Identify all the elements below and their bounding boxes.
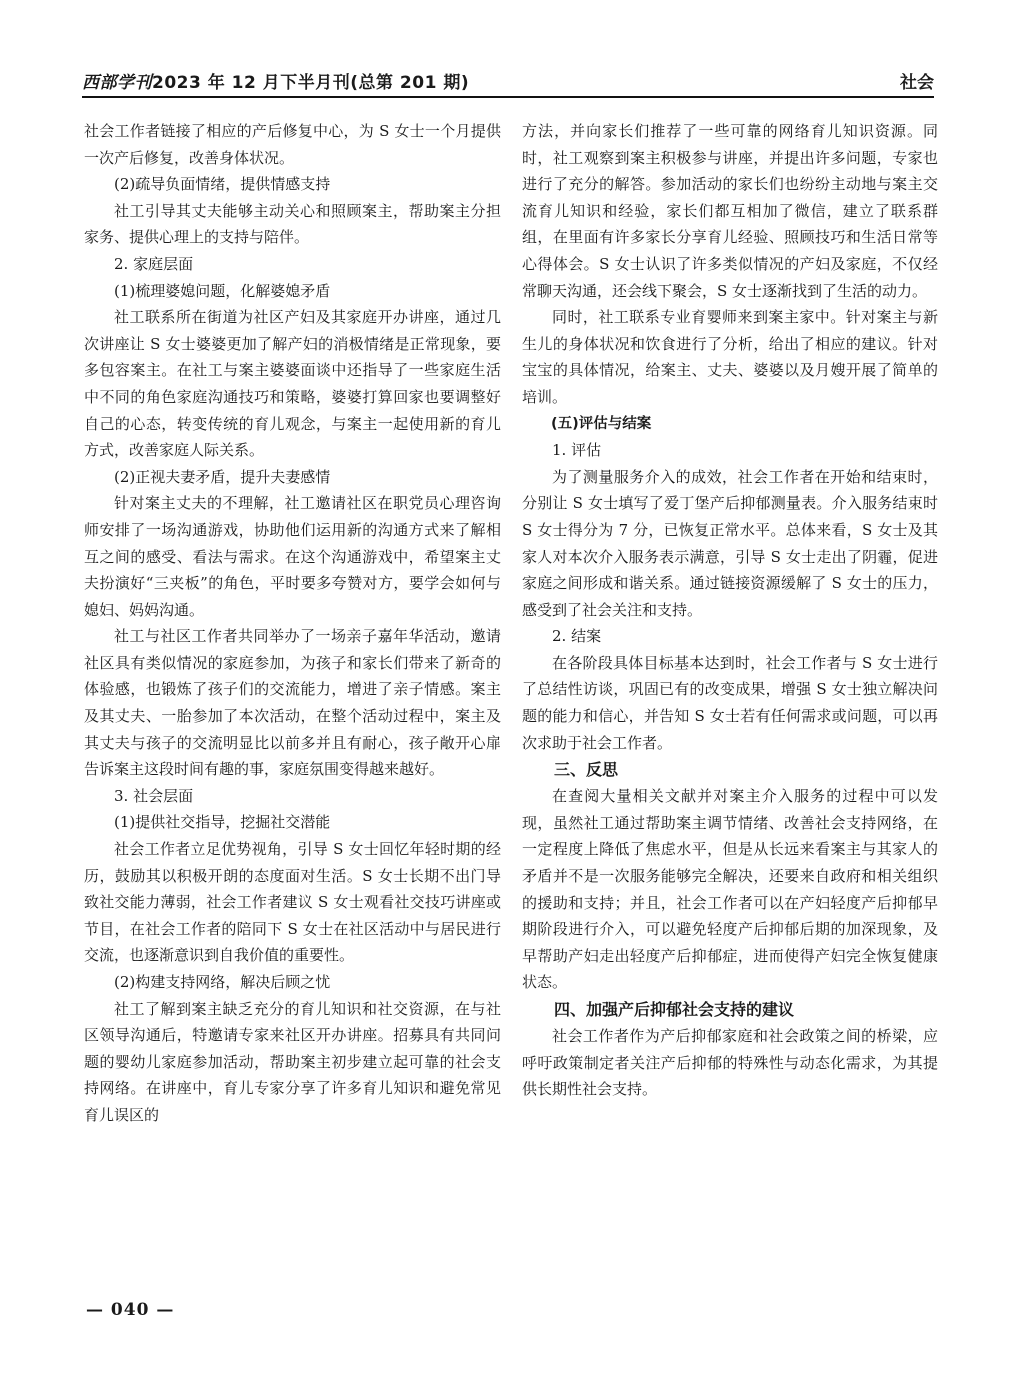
subsection-heading: 1. 评估 — [552, 441, 602, 460]
section-heading: 三、反思 — [554, 760, 619, 780]
paragraph: 社会工作者立足优势视角，引导 S 女士回忆年轻时期的经历，鼓励其以积极开朗的态度面对生活。S 女士长期不出门导致社交能力薄弱，社会工作者建议 S 女士观看社交技巧讲座或节目，在社会工作者的陪同下 S 女士在社区活动中与居民进行交流，也逐渐意识到自我价值的重要性。 — [84, 840, 501, 965]
paragraph: 在各阶段具体目标基本达到时，社会工作者与 S 女士进行了总结性访谈，巩固已有的改变成果，增强 S 女士独立解决问题的能力和信心，并告知 S 女士若有任何需求或问题，可以再次求助于社会工作者。 — [522, 653, 938, 752]
left-column — [84, 118, 501, 1129]
paragraph: 社工联系所在街道为社区产妇及其家庭开办讲座，通过几次讲座让 S 女士婆婆更加了解产妇的消极情绪是正常现象，要多包容案主。在社工与案主婆婆面谈中还指导了一些家庭生活中不同的角色家庭沟通技巧和策略，婆婆打算回家也要调整好自己的心态，转变传统的育儿观念，与案主一起使用新的育儿方式，改善家庭人际关系。 — [84, 308, 501, 460]
paragraph: 社工引导其丈夫能够主动关心和照顾案主，帮助案主分担家务、提供心理上的支持与陪伴。 — [84, 201, 501, 247]
page-number: — 040 — — [86, 1300, 175, 1320]
journal-title — [82, 68, 469, 93]
paragraph: 社工与社区工作者共同举办了一场亲子嘉年华活动，邀请社区具有类似情况的家庭参加，为孩子和家长们带来了新奇的体验感，也锻炼了孩子们的交流能力，增进了亲子情感。案主及其丈夫、一胎参加了本次活动，在整个活动过程中，案主及其丈夫与孩子的交流明显比以前多并且有耐心，孩子敞开心扉告诉案主这段时间有趣的事，家庭氛围变得越来越好。 — [84, 627, 501, 779]
journal-issue: 2023 年 12 月下半月刊(总第 201 期) — [152, 73, 470, 93]
section-label: 社会 — [900, 73, 934, 93]
subsection-heading: 2. 结案 — [552, 627, 602, 646]
subsection-heading: (五)评估与结案 — [551, 415, 652, 432]
paragraph: 社会工作者链接了相应的产后修复中心，为 S 女士一个月提供一次产后修复，改善身体状况。 — [84, 122, 501, 167]
subsection-heading: (1)梳理婆媳问题，化解婆媳矛盾 — [114, 281, 331, 300]
subsection-heading: (2)疏导负面情绪，提供情感支持 — [114, 175, 331, 194]
journal-logo: 西部学刊 — [82, 73, 152, 93]
paragraph: 为了测量服务介入的成效，社会工作者在开始和结束时，分别让 S 女士填写了爱丁堡产后抑郁测量表。介入服务结束时 S 女士得分为 7 分，已恢复正常水平。总体来看，S 女士及其家人对本次介入服务表示满意，引导 S 女士走出了阴霾，促进家庭之间形成和谐关系。通过链接资源缓解了 S 女士的压力，感受到了社会关注和支持。 — [522, 467, 938, 619]
section-heading: 四、加强产后抑郁社会支持的建议 — [554, 1000, 795, 1019]
subsection-heading: (1)提供社交指导，挖掘社交潜能 — [114, 813, 331, 832]
subsection-heading: (2)构建支持网络，解决后顾之忧 — [114, 973, 331, 991]
subsection-heading: (2)正视夫妻矛盾，提升夫妻感情 — [114, 467, 331, 486]
running-header — [82, 66, 934, 98]
paragraph: 在查阅大量相关文献并对案主介入服务的过程中可以发现，虽然社工通过帮助案主调节情绪、改善社会支持网络，在一定程度上降低了焦虑水平，但是从长远来看案主与其家人的矛盾并不是一次服务能够完全解决，还要来自政府和相关组织的援助和支持；并且，社会工作者可以在产妇轻度产后抑郁早期阶段进行介入，可以避免轻度产后抑郁后期的加深现象，及早帮助产妇走出轻度产后抑郁症，进而使得产妇完全恢复健康状态。 — [522, 787, 938, 992]
subsection-heading: 3. 社会层面 — [114, 786, 194, 805]
right-column — [522, 118, 938, 1103]
paragraph: 针对案主丈夫的不理解，社工邀请社区在职党员心理咨询师安排了一场沟通游戏，协助他们运用新的沟通方式来了解相互之间的感受、看法与需求。在这个沟通游戏中，希望案主丈夫扮演好“三夹板”的角色，平时要多夸赞对方，要学会如何与媳妇、妈妈沟通。 — [84, 494, 501, 619]
paragraph: 社会工作者作为产后抑郁家庭和社会政策之间的桥梁，应呼吁政策制定者关注产后抑郁的特殊性与动态化需求，为其提供长期性社会支持。 — [522, 1027, 938, 1099]
paragraph: 社工了解到案主缺乏充分的育儿知识和社交资源，在与社区领导沟通后，特邀请专家来社区开办讲座。招募具有共同问题的婴幼儿家庭参加活动，帮助案主初步建立起可靠的社会支持网络。在讲座中，育儿专家分享了许多育儿知识和避免常见育儿误区的 — [84, 999, 501, 1124]
paragraph: 方法，并向家长们推荐了一些可靠的网络育儿知识资源。同时，社工观察到案主积极参与讲座，并提出许多问题，专家也进行了充分的解答。参加活动的家长们也纷纷主动地与案主交流育儿知识和经验，家长们都互相加了微信，建立了联系群组，在里面有许多家长分享育儿经验、照顾技巧和生活日常等心得体会。S 女士认识了许多类似情况的产妇及家庭，不仅经常聊天沟通，还会线下聚会，S 女士逐渐找到了生活的动力。 — [522, 122, 938, 300]
paragraph: 同时，社工联系专业育婴师来到案主家中。针对案主与新生儿的身体状况和饮食进行了分析，给出了相应的建议。针对宝宝的具体情况，给案主、丈夫、婆婆以及月嫂开展了简单的培训。 — [522, 308, 938, 406]
subsection-heading: 2. 家庭层面 — [114, 254, 194, 273]
